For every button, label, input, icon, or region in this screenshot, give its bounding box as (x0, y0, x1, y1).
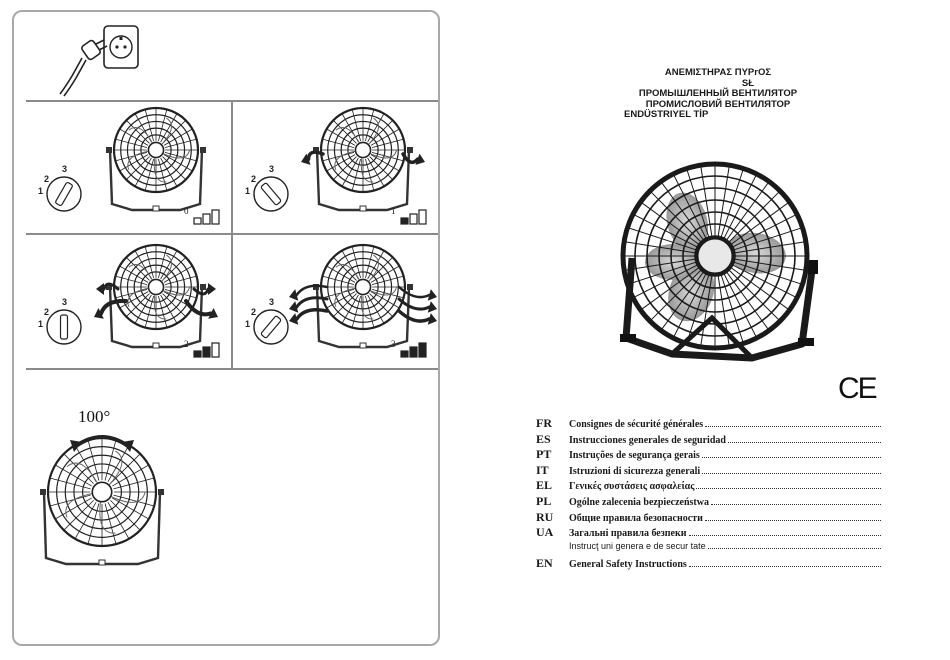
toc-row[interactable] (536, 510, 881, 526)
toc-language-code: ES (536, 431, 551, 446)
dial-number: 2 (251, 307, 257, 317)
toc-title: Загальні правила безпеки (569, 528, 687, 540)
toc-title: Instruções de segurança gerais (569, 450, 700, 462)
toc-leader-dots (728, 441, 881, 443)
toc-language-code: PT (536, 447, 552, 462)
toc-title: General Safety Instructions (569, 559, 687, 571)
toc-language-code: IT (536, 462, 549, 477)
toc-leader-dots (705, 519, 881, 521)
ce-mark: CE (838, 372, 876, 405)
toc-leader-dots (708, 547, 881, 549)
toc-language-code: EN (536, 556, 553, 571)
dial-number: 2 (251, 174, 257, 184)
toc-title: Γενικές συστάσεις ασφαλείας (569, 481, 695, 493)
toc-row[interactable] (536, 494, 881, 510)
toc-title: Istruzioni di sicurezza generali (569, 465, 701, 477)
tilt-fan-illustration (32, 420, 182, 570)
toc-language-code: EL (536, 478, 553, 493)
title-line: ПРОМЫШЛЕННЫЙ ВЕНТИЛЯТОР (638, 88, 798, 99)
toc-leader-dots (696, 487, 881, 489)
toc-title: Общие правила безопасности (569, 512, 703, 524)
title-line: ΑΝΕΜΙΣΤΗΡΑΣ ΠΥΡrΟΣ (664, 67, 772, 78)
product-titles (618, 68, 818, 121)
dial-number: 3 (269, 297, 275, 307)
toc-language-code: UA (536, 525, 554, 540)
dial-number: 1 (245, 319, 251, 329)
toc-row[interactable] (536, 541, 881, 557)
title-line: SŁ (741, 77, 755, 89)
plug-socket-icon (54, 20, 154, 102)
dial-number: 2 (44, 174, 50, 184)
speed-level-number: 3 (391, 339, 396, 349)
speed-level-number: 2 (184, 339, 189, 349)
toc-row[interactable] (536, 556, 881, 572)
toc-row[interactable] (536, 463, 881, 479)
toc-leader-dots (705, 425, 881, 427)
divider (26, 368, 438, 370)
table-of-contents (536, 416, 881, 572)
toc-leader-dots (689, 534, 882, 536)
toc-title: Instrucţ uni genera e de secur tate (569, 540, 706, 551)
toc-leader-dots (711, 503, 881, 505)
toc-language-code: PL (536, 493, 552, 508)
toc-title: Consignes de sécurité générales (569, 419, 704, 430)
dial-number: 2 (44, 307, 50, 317)
speed-level-number: 0 (184, 206, 189, 216)
title-line: ENDÜSTRIYEL TİP (624, 109, 709, 120)
title-line: ПРОМИСЛОВИЙ ВЕНТИЛЯТОР (645, 98, 791, 110)
product-fan-image (612, 158, 842, 370)
illustration-panel (12, 10, 440, 646)
toc-row[interactable] (536, 432, 881, 448)
toc-leader-dots (702, 472, 881, 474)
dial-number: 1 (245, 186, 251, 196)
toc-leader-dots (689, 565, 881, 567)
tilt-angle-label: 100° (78, 407, 111, 426)
toc-row[interactable] (536, 416, 881, 432)
toc-language-code: FR (536, 416, 552, 430)
speed-panel (233, 102, 438, 234)
speed-level-number: 1 (391, 206, 396, 216)
toc-leader-dots (702, 456, 881, 458)
speed-panel (26, 235, 231, 367)
dial-number: 3 (62, 297, 68, 307)
speed-panel (233, 235, 438, 367)
speed-panel (26, 102, 231, 234)
toc-row[interactable] (536, 478, 881, 494)
toc-row[interactable] (536, 447, 881, 463)
dial-number: 3 (62, 164, 68, 174)
dial-number: 1 (38, 319, 44, 329)
toc-title: Ogólne zalecenia bezpieczeństwa (569, 496, 709, 508)
dial-number: 1 (38, 186, 44, 196)
dial-number: 3 (269, 164, 275, 174)
toc-title: Instrucciones generales de seguridad (569, 434, 726, 446)
toc-language-code: RU (536, 509, 554, 524)
toc-row[interactable] (536, 525, 881, 541)
